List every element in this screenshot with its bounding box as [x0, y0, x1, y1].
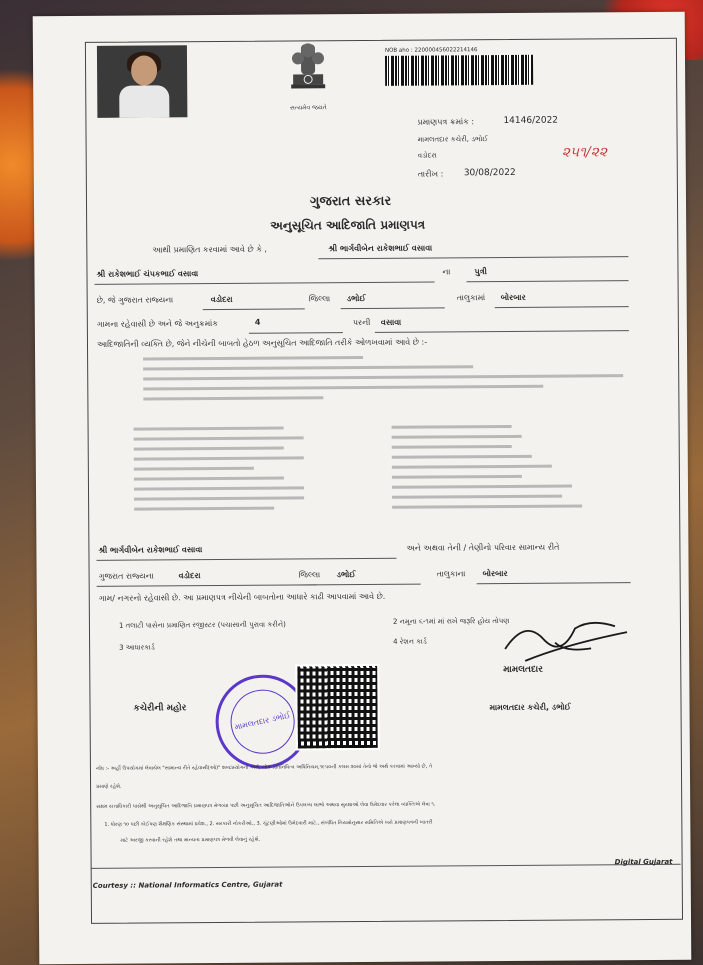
scheduled-line: આદિજાતિની વ્યક્તિ છે, જેને નીચેની બાબતો હેઠળ અનુસૂચિત આદિજાતિ તરીકે ઓળખવામાં આવે છે :-: [96, 337, 428, 349]
tribe-label: પરની: [352, 317, 371, 328]
office-stamp: મામલતદાર ડભોઈ: [207, 666, 319, 778]
cert-no-label: પ્રમાણપત્ર ક્રમાંક :: [417, 117, 475, 127]
office-line1: મામલતદાર કચેરી, ડભોઈ: [417, 135, 488, 144]
line1-prefix: આથી પ્રમાણિત કરવામાં આવે છે કે ,: [152, 244, 267, 255]
barcode: [385, 55, 533, 86]
digital-gujarat: Digital Gujarat: [614, 857, 673, 867]
note-line2: પ્રમાણે રહેશે.: [96, 783, 122, 790]
basis-item: 2 નમૂના ૬-૧માં માં રાખે જરૂરિ હોય તોપણ: [392, 616, 510, 626]
serial-no: 4: [254, 317, 261, 327]
national-emblem-icon: [285, 40, 331, 102]
office-stamp-label: કચેરીની મહોર: [133, 703, 187, 714]
certificate-border: [85, 38, 683, 924]
district-again-label: જિલ્લા: [298, 570, 321, 580]
father-name: શ્રી રાકેશભાઈ ચંપકભાઈ વસાવા: [96, 269, 199, 279]
barcode-number: NOB aho : 220000456022214146: [384, 47, 478, 54]
certificate-sheet: [33, 12, 692, 965]
note-line5: માટે અરજી કરવાની રહેશે તથા માન્યતા પ્રમાણપત્ર મેળવી લેવાનું રહેશે.: [120, 836, 261, 844]
relation-label: ના: [442, 267, 451, 277]
officer-office: મામલતદાર કચેરી, ડભોઈ: [489, 702, 571, 713]
district-again: વડોદરા: [178, 571, 201, 581]
qr-code: [295, 664, 380, 751]
applicant-photo: [97, 45, 188, 118]
officer-title: મામલતદાર: [503, 664, 543, 676]
note-line1: નોંધ :- અહીં ઉપયોગમાં લેવાયેલ "સામાન્ય રીતે રહેવાસી(ઓ)" શબ્દપ્રયોગનો અર્થ, લોક-પ્રતિનિધિત્વ અધિનિયમ,૧૯૫૦ની કલમ ૨૦માં તેનો જે અર્થ કરવામાં આવ્યો છે, તે: [95, 763, 433, 772]
state-again-label: ગુજરાત રાજ્યના: [98, 571, 154, 581]
taluka-name: ડભોઈ: [346, 293, 366, 304]
cert-no: 14146/2022: [503, 115, 559, 127]
gram-text: ગામ/ નગરનો રહેવાસી છે. આ પ્રમાણપત્ર નીચેની બાબતોના આધારે કાઢી આપવામાં આવે છે.: [98, 591, 386, 603]
doc-title: અનુસૂચિત આદિજાતિ પ્રમાણપત્ર: [270, 217, 426, 233]
cert-date: 30/08/2022: [463, 167, 516, 179]
basis-item: 4 રેશન કાર્ડ: [393, 637, 427, 646]
taluka-again: ડભોઈ: [336, 570, 356, 580]
family-text: અને અથવા તેની / તેણીનો પરિવાર સામાન્ય રીતે: [406, 542, 560, 553]
date-label: તારીખ :: [417, 169, 444, 179]
basis-item: 3 આધારકાર્ડ: [119, 643, 155, 652]
office-line2: વડોદરા: [417, 151, 437, 160]
relation: પુત્રી: [474, 267, 487, 277]
emblem-caption: સત્યમેવ જયતે: [289, 104, 327, 112]
officer-signature: [495, 608, 635, 669]
state-label: છે, જે ગુજરાત રાજ્યના: [96, 295, 174, 305]
note-line4: 1. ધોરણ ૧૦ પછી કોઈપણ શૈક્ષણિક સંસ્થામાં પ્રવેશ., 2. સરકારી નોકરીઓ., 3. ચૂંટણીઓમાં ઉમેદવારી માટે., સંબંધિત નિયમોનુસાર સમિતિએ ખરો પ્રમાણપત્રની ખાતરી: [104, 819, 433, 828]
taluka-again-label: તાલુકાના: [436, 569, 466, 579]
resident-label: ગામના રહેવાસી છે અને જે અનુક્રમાંક: [96, 319, 218, 329]
person-name: શ્રી ભાર્ગવીબેન રાકેશભાઈ વસાવા: [328, 243, 433, 254]
courtesy-text: Courtesy :: National Informatics Centre, Gujarat: [92, 880, 283, 890]
tribe-name: વસાવા: [380, 317, 402, 327]
village-name: બોરબાર: [500, 292, 526, 303]
village-again: બોરબાર: [482, 568, 508, 579]
district-name: વડોદરા: [210, 294, 233, 305]
basis-item: 1 તલાટી પાસેના પ્રમાણિત રજીસ્ટર (પચાસાની પુરાવા કરીને): [118, 620, 286, 630]
person-name-again: શ્રી ભાર્ગવીબેન રાકેશભાઈ વસાવા: [98, 545, 203, 555]
taluka-label: તાલુકામાં: [456, 293, 486, 303]
handwritten-number: ૨૫૧/૨૨: [561, 144, 608, 161]
govt-title: ગુજરાત સરકાર: [309, 193, 392, 210]
district-label: જિલ્લા: [308, 294, 331, 304]
note-line3: સક્ષમ સત્તાધિકારી પાસેથી અનુસૂચિત આદિજાતિ પ્રમાણપત્ર મેળવ્યા પછી અનુસૂચિત આદિજાતિઓને ઉપલબ્ધ લાભો અથવા સુરક્ષાઓ લેવા ઉમેદવાર કરેલા વ્યક્તિએ લેવા ૧.: [96, 801, 436, 810]
